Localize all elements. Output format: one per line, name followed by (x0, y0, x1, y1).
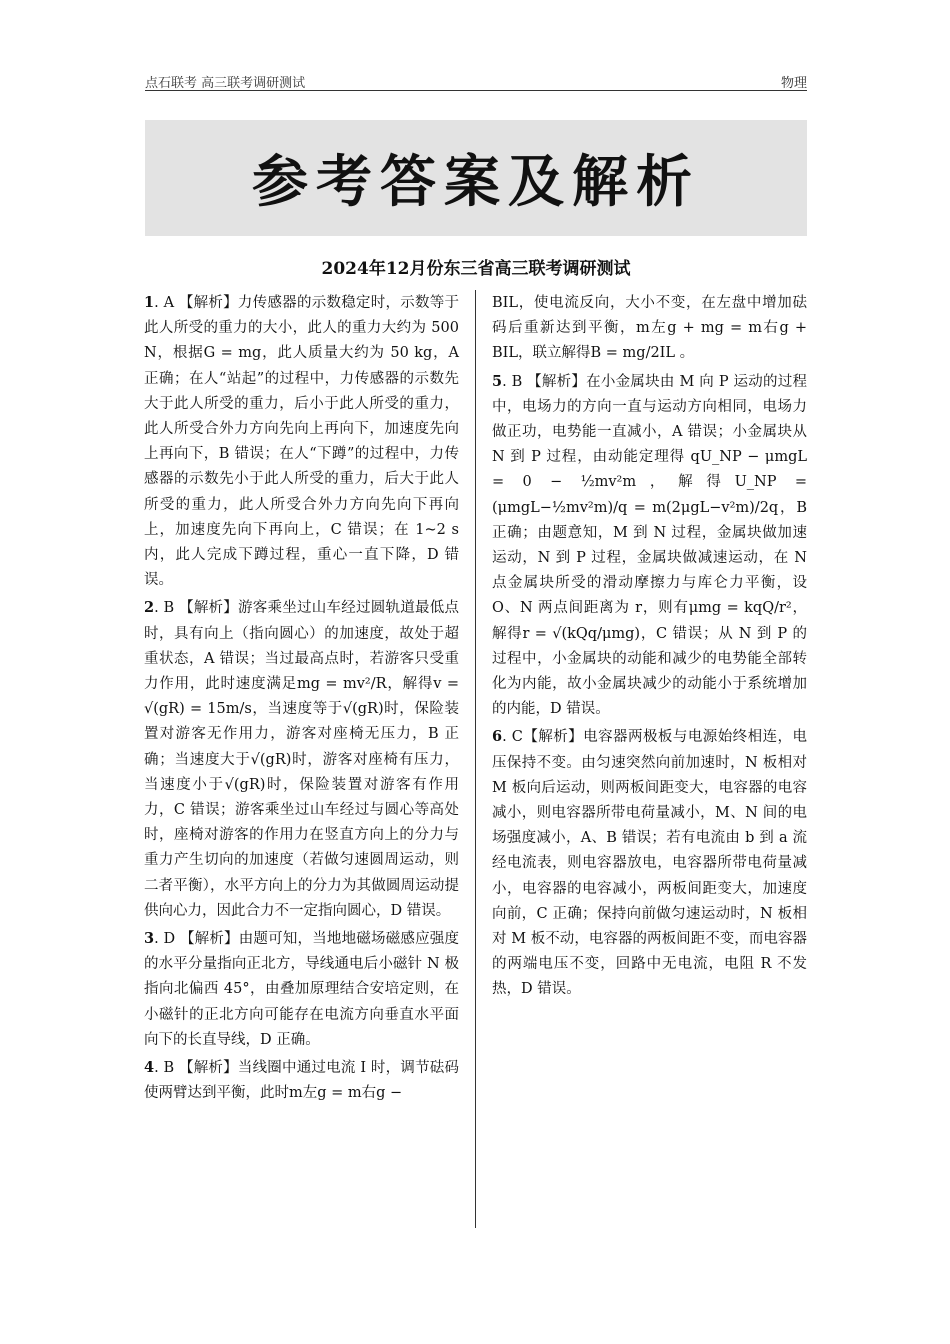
item-number: 6 (492, 728, 503, 746)
item-text: . D 【解析】由题可知，当地地磁场磁感应强度的水平分量指向正北方，导线通电后小磁针 N 极指向北偏西 45°，由叠加原理结合安培定则，在小磁针的正北方向可能存在电流方向垂直水平面向下的长直导线，D 正确。 (144, 931, 459, 1048)
answer-item-6 (492, 724, 807, 1002)
title-banner (145, 120, 807, 236)
header-left: 点石联考 高三联考调研测试 (145, 76, 306, 91)
item-number: 3 (144, 930, 155, 948)
answer-item-2 (144, 595, 459, 924)
item-number: 4 (144, 1059, 155, 1077)
item-number: 2 (144, 599, 155, 617)
item-text: . B 【解析】当线圈中通过电流 I 时，调节砝码使两臂达到平衡，此时m左g = m右g − (144, 1060, 459, 1102)
header-subject: 物理 (780, 76, 807, 91)
left-column (144, 290, 459, 1109)
page-header (145, 68, 807, 91)
item-text: BIL，使电流反向，大小不变，在左盘中增加砝码后重新达到平衡，m左g + mg = m右g + BIL，联立解得B = mg/2IL 。 (492, 295, 807, 362)
answer-item-5 (492, 369, 807, 723)
item-number: 1 (144, 294, 155, 311)
answer-item-1 (144, 290, 459, 593)
item-text: . A 【解析】力传感器的示数稳定时，示数等于此人所受的重力的大小，此人的重力大约为 500 N，根据G = mg，此人质量大约为 50 kg，A 正确；在人“站起”的过程中，力传感器的示数先大于此人所受的重力，后小于此人所受的重力，此人所受合外力方向先向上再向下，加速度先向上再向下，B 错误；在人“下蹲”的过程中，力传感器的示数先小于此人所受的重力，后大于此人所受的重力，此人所受合外力方向先向下再向上，加速度先向下再向上，C 错误；在 1~2 s 内，此人完成下蹲过程，重心一直下降，D 错误。 (144, 295, 459, 589)
item-text: . B 【解析】游客乘坐过山车经过圆轨道最低点时，具有向上（指向圆心）的加速度，故处于超重状态，A 错误；当过最高点时，若游客只受重力作用，此时速度满足mg = mv²/R，解得v = √(gR) = 15m/s，当速度等于√(gR)时，保险装置对游客无作用力，游客对座椅无压力，B 正确；当速度大于√(gR)时，游客对座椅有压力，当速度小于√(gR)时，保险装置对游客有作用力，C 错误；游客乘坐过山车经过与圆心等高处时，座椅对游客的作用力在竖直方向上的分力与重力产生切向的加速度（若做匀速圆周运动，则二者平衡），水平方向上的分力为其做圆周运动提供向心力，因此合力不一定指向圆心，D 错误。 (144, 600, 459, 919)
item-text: . B 【解析】在小金属块由 M 向 P 运动的过程中，电场力的方向一直与运动方向相同，电场力做正功，电势能一直减小，A 错误；小金属块从 N 到 P 过程，由动能定理得 qU_NP − μmgL = 0 − ½mv²m，解得U_NP = (μmgL−½mv²m)/q = m(2μgL−v²m)/2q，B 正确；由题意知，M 到 N 过程，金属块做加速运动，N 到 P 过程，金属块做减速运动，在 N 点金属块所受的滑动摩擦力与库仑力平衡，设 O、N 两点间距离为 r，则有μmg = kqQ/r²，解得r = √(kQq/μmg)，C 错误；从 N 到 P 的过程中，小金属块的动能和减少的电势能全部转化为内能，故小金属块减少的动能小于系统增加的内能，D 错误。 (492, 373, 807, 718)
exam-subtitle: 2024年12月份东三省高三联考调研测试 (321, 259, 631, 279)
answer-item-4-continued (492, 290, 807, 367)
banner-title: 参考答案及解析 (252, 149, 700, 215)
column-divider (475, 290, 476, 1228)
answer-item-3 (144, 926, 459, 1053)
answer-item-4 (144, 1055, 459, 1106)
item-text: . C【解析】电容器两极板与电源始终相连，电压保持不变。由匀速突然向前加速时，N 板相对 M 板向后运动，则两板间距变大，电容器的电容减小，则电容器所带电荷量减小，M、N 间的电场强度减小，A、B 错误；若有电流由 b 到 a 流经电流表，则电容器放电，电容器所带电荷量减小，电容器的电容减小，两板间距变大，加速度向前，C 正确；保持向前做匀速运动时，N 板相对 M 板不动，电容器的两板间距不变，而电容器的两端电压不变，回路中无电流，电阻 R 不发热，D 错误。 (492, 729, 807, 998)
right-column (492, 290, 807, 1005)
item-number: 5 (492, 372, 503, 390)
